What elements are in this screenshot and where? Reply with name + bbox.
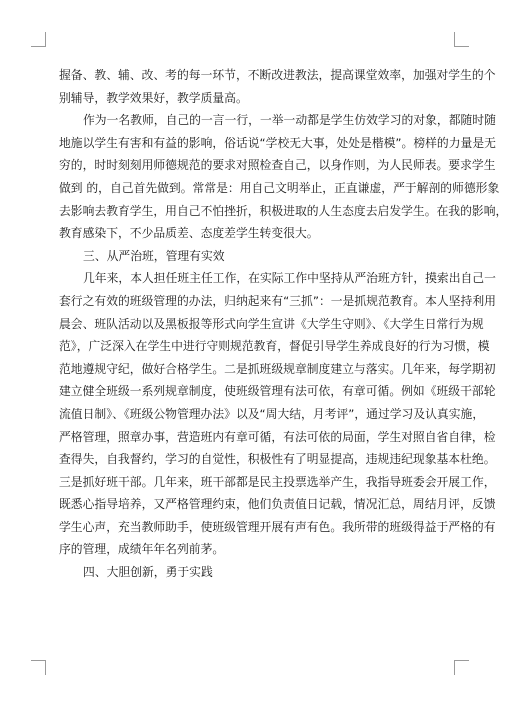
text-line: 流值日制》、《班级公物管理办法》以及“周大结，月考评”，通过学习及认真实施， <box>59 406 485 421</box>
crop-mark-bottom-left <box>31 660 46 675</box>
text-line: 教育感染下，不少品质差、态度差学生转变很大。 <box>59 226 319 241</box>
text-line: 地施以学生有害和有益的影响，俗话说“学校无大事，处处是楷模”。榜样的力量是无 <box>59 135 496 150</box>
text-line: 穷的，时时刻刻用师德规范的要求对照检查自己，以身作则，为人民师表。要求学生 <box>59 158 496 173</box>
text-line: 做到 的，自己首先做到。常常是：用自己文明举止，正直谦虚，严于解剖的师德形象 <box>59 180 500 195</box>
section-heading: 三、从严治班，管理有实效 <box>83 248 225 263</box>
text-line: 严格管理，照章办事，营造班内有章可循，有法可依的局面，学生对照自省自律，检 <box>59 429 496 444</box>
section-heading: 四、大胆创新，勇于实践 <box>83 565 213 580</box>
crop-mark-bottom-right <box>454 660 469 675</box>
text-line: 查得失，自我督约，学习的自觉性，积极性有了明显提高，违规违纪现象基本杜绝。 <box>59 452 496 467</box>
crop-mark-top-right <box>454 32 469 47</box>
document-body <box>59 64 507 584</box>
paragraph-first-line: 作为一名教师，自己的一言一行，一举一动都是学生仿效学习的对象，都随时随 <box>83 113 496 128</box>
text-line: 别辅导，教学效果好，教学质量高。 <box>59 90 248 105</box>
text-line: 三是抓好班干部。几年来，班干部都是民主投票选举产生，我指导班委会开展工作， <box>59 474 496 489</box>
paragraph-first-line: 几年来，本人担任班主任工作，在实际工作中坚持从严治班方针，摸索出自己一 <box>83 271 496 286</box>
text-line: 序的管理，成绩年年名列前茅。 <box>59 542 225 557</box>
text-line: 学生心声，充当教师助手，使班级管理开展有声有色。我所带的班级得益于严格的有 <box>59 519 496 534</box>
text-line: 去影响去教育学生，用自己不怕挫折，积极进取的人生态度去启发学生。在我的影响， <box>59 203 507 218</box>
text-line: 握备、教、辅、改、考的每一环节，不断改进教法，提高课堂效率，加强对学生的个 <box>59 68 496 82</box>
text-line: 晨会、班队活动以及黑板报等形式向学生宣讲《大学生守则》、《大学生日常行为规 <box>59 316 484 331</box>
text-line: 建立健全班级一系列规章制度，使班级管理有法可依，有章可循。例如《班级干部轮 <box>59 384 496 399</box>
text-line: 范地遵规守纪，做好合格学生。二是抓班级规章制度建立与落实。几年来，每学期初 <box>59 361 496 376</box>
text-line: 范》，广泛深入在学生中进行守则规范教育，督促引导学生养成良好的行为习惯，模 <box>59 339 490 354</box>
text-line: 套行之有效的班级管理的办法，归纳起来有“三抓”：一是抓规范教育。本人坚持利用 <box>59 293 496 308</box>
text-line: 既悉心指导培养，又严格管理约束，他们负责值日记载，情况汇总，周结月评，反馈 <box>59 497 496 512</box>
crop-mark-top-left <box>31 32 46 47</box>
